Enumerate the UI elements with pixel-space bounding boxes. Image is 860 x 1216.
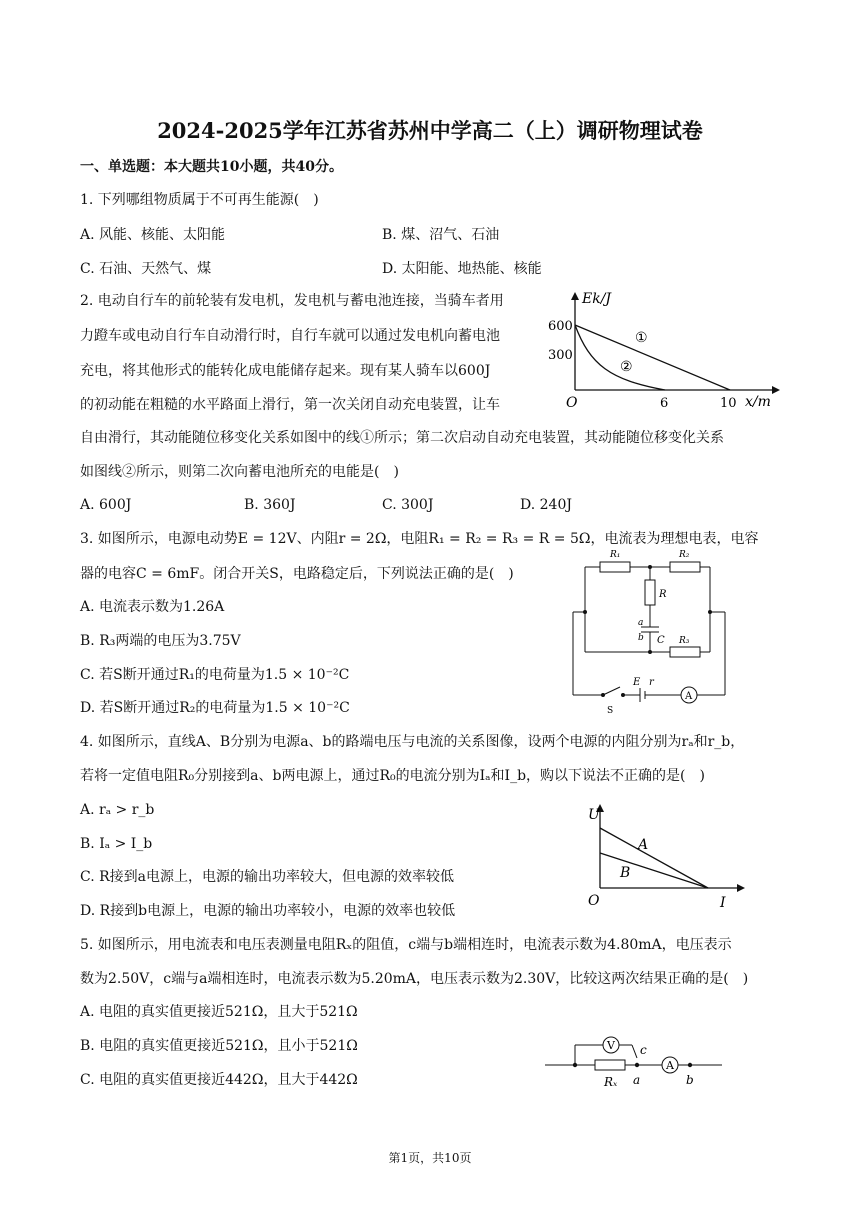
resistor-r3	[670, 647, 700, 657]
q4-option-b: B. Iₐ > I_b	[80, 836, 153, 852]
q5-line-1: 5. 如图所示，用电流表和电压表测量电阻Rₓ的阻值，c端与b端相连时，电流表示数为4.80mA，电压表示	[80, 937, 732, 953]
resistor-rx	[595, 1060, 625, 1070]
x-axis-arrow	[737, 884, 745, 892]
q3-option-b: B. R₃两端的电压为3.75V	[80, 633, 241, 649]
q3-line-1: 3. 如图所示，电源电动势E = 12V、内阻r = 2Ω，电阻R₁ = R₂ = R₃ = R = 5Ω，电流表为理想电表，电容	[80, 531, 759, 547]
q5-line-2: 数为2.50V，c端与a端相连时，电流表示数为5.20mA，电压表示数为2.30V，比较这两次结果正确的是( )	[80, 971, 749, 987]
label-a: a	[638, 618, 644, 628]
q3-option-c: C. 若S断开通过R₁的电荷量为1.5 × 10⁻²C	[80, 667, 350, 683]
resistor-r	[645, 580, 655, 605]
q1-option-b: B. 煤、沼气、石油	[382, 227, 500, 243]
curve-2-label: ②	[620, 359, 633, 375]
x-tick-10: 10	[720, 396, 737, 411]
y-tick-600: 600	[548, 319, 573, 334]
q1-option-d: D. 太阳能、地热能、核能	[382, 261, 542, 277]
y-axis-arrow	[571, 292, 579, 300]
q2-option-a: A. 600J	[80, 497, 132, 513]
x-axis-label: I	[720, 895, 726, 910]
q5-option-a: A. 电阻的真实值更接近521Ω，且大于521Ω	[80, 1004, 358, 1020]
label-voltmeter: V	[607, 1039, 615, 1052]
q3-option-a: A. 电流表示数为1.26A	[80, 599, 225, 615]
x-tick-6: 6	[660, 396, 669, 411]
q2-option-b: B. 360J	[244, 497, 296, 513]
label-r2: R₂	[679, 550, 690, 560]
q2-line-3: 充电，将其他形式的能转化成电能储存起来。现有某人骑车以600J	[80, 363, 491, 379]
origin-label: O	[566, 395, 578, 411]
label-b: b	[686, 1073, 694, 1087]
q2-option-d: D. 240J	[520, 497, 572, 513]
q1-stem: 1. 下列哪组物质属于不可再生能源( )	[80, 192, 319, 208]
switch-s	[603, 687, 620, 695]
y-axis-label: Ek/J	[582, 291, 612, 307]
page-footer: 第1页，共10页	[388, 1151, 472, 1165]
curve-1	[575, 325, 730, 390]
line-a-label: A	[638, 837, 649, 853]
label-r1: R₁	[610, 550, 621, 560]
page-title: 2024-2025学年江苏省苏州中学高二（上）调研物理试卷	[157, 118, 703, 143]
curve-1-label: ①	[635, 330, 648, 346]
label-rx: Rₓ	[604, 1075, 618, 1089]
x-axis-arrow	[772, 386, 780, 394]
line-b-label: B	[620, 865, 631, 881]
q3-option-d: D. 若S断开通过R₂的电荷量为1.5 × 10⁻²C	[80, 700, 350, 716]
q2-line-5: 自由滑行，其动能随位移变化关系如图中的线①所示；第二次启动自动充电装置，其动能随位移变化关系	[80, 430, 724, 446]
q2-line-4: 的初动能在粗糙的水平路面上滑行，第一次关闭自动充电装置，让车	[80, 397, 500, 413]
label-r-internal: r	[649, 677, 654, 688]
q4-line-2: 若将一定值电阻R₀分别接到a、b两电源上，通过R₀的电流分别为Iₐ和I_b，购以下说法不正确的是( )	[80, 768, 705, 784]
x-axis-label: x/m	[745, 394, 771, 410]
q2-line-6: 如图线②所示，则第二次向蓄电池所充的电能是( )	[80, 464, 399, 480]
q4-option-a: A. rₐ > r_b	[80, 802, 155, 818]
q4-option-c: C. R接到a电源上，电源的输出功率较大，但电源的效率较低	[80, 869, 454, 885]
label-a: a	[633, 1073, 641, 1087]
q5-circuit-diagram	[540, 1030, 730, 1095]
q2-line-1: 2. 电动自行车的前轮装有发电机，发电机与蓄电池连接，当骑车者用	[80, 293, 504, 309]
label-s: S	[607, 706, 614, 716]
q1-option-a: A. 风能、核能、太阳能	[80, 227, 226, 243]
q1-option-c: C. 石油、天然气、煤	[80, 261, 212, 277]
q4-line-1: 4. 如图所示，直线A、B分别为电源a、b的路端电压与电流的关系图像，设两个电源的内阻分别为rₐ和r_b，	[80, 734, 745, 750]
y-tick-300: 300	[548, 348, 573, 363]
q2-option-c: C. 300J	[382, 497, 434, 513]
y-axis-label: U	[588, 807, 600, 823]
q5-option-b: B. 电阻的真实值更接近521Ω，且小于521Ω	[80, 1038, 358, 1054]
resistor-r2	[670, 562, 700, 572]
origin-label: O	[588, 893, 600, 909]
q3-circuit-diagram	[565, 545, 735, 720]
resistor-r1	[600, 562, 630, 572]
label-c: C	[657, 635, 665, 646]
section-heading: 一、单选题：本大题共10小题，共40分。	[80, 159, 343, 175]
q2-line-2: 力蹬车或电动自行车自动滑行时，自行车就可以通过发电机向蓄电池	[80, 328, 500, 344]
label-r: R	[659, 589, 667, 600]
q3-line-2: 器的电容C = 6mF。闭合开关S，电路稳定后，下列说法正确的是( )	[80, 566, 514, 582]
q4-option-d: D. R接到b电源上，电源的输出功率较小，电源的效率也较低	[80, 903, 456, 919]
label-c: c	[640, 1043, 647, 1057]
label-e: E	[633, 677, 641, 688]
q5-option-c: C. 电阻的真实值更接近442Ω，且大于442Ω	[80, 1072, 358, 1088]
label-b: b	[638, 633, 644, 643]
label-ammeter: A	[666, 1059, 674, 1072]
q2-energy-graph	[540, 285, 820, 415]
label-r3: R₃	[679, 636, 690, 646]
label-ammeter: A	[685, 691, 693, 702]
q4-ui-graph	[580, 795, 750, 910]
